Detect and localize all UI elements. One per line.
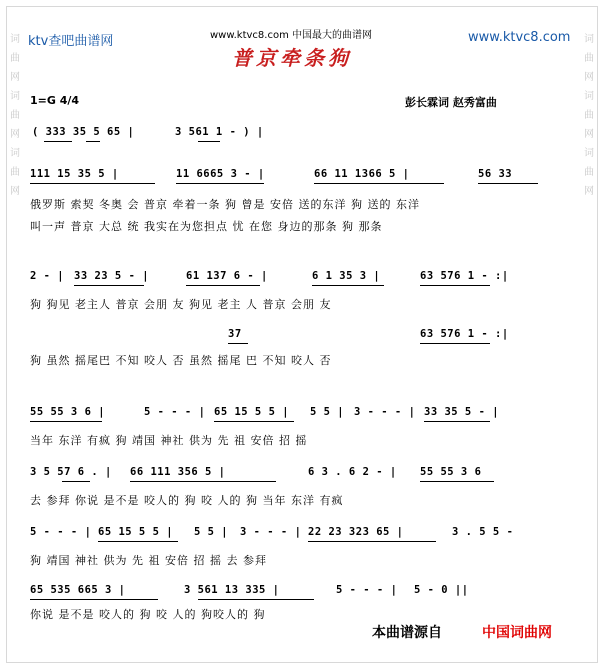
site-label-right[interactable]: www.ktvc8.com	[468, 30, 571, 45]
row6-notes-c: 5 5 |	[194, 526, 229, 538]
row3-notes-b: 63 576 1 - :|	[420, 328, 509, 340]
underline-mark	[314, 183, 444, 184]
row1-lyric-1: 俄罗斯 索契 冬奥 会 普京 牵着一条 狗 曾是 安倍 送的东洋 狗 送的 东洋	[30, 198, 420, 211]
row5-notes-d: 55 55 3 6	[420, 466, 482, 478]
site-label-left[interactable]: ktv查吧曲谱网	[28, 34, 114, 49]
row2-notes-a: 2 - |	[30, 270, 65, 282]
row6-notes-f: 3 . 5 5 -	[452, 526, 514, 538]
row3-lyric: 狗 虽然 摇尾巴 不知 咬人 否 虽然 摇尾 巴 不知 咬人 否	[30, 354, 332, 367]
row6-notes-a: 5 - - - |	[30, 526, 92, 538]
key-signature: 1=G 4/4	[30, 94, 80, 107]
row1-lyric-2: 叫一声 普京 大总 统 我实在为您担点 忧 在您 身边的那条 狗 那条	[30, 220, 383, 233]
center-url[interactable]: www.ktvc8.com 中国最大的曲谱网	[210, 30, 373, 41]
row1-notes-a: 111 15 35 5 |	[30, 168, 119, 180]
source-label: 本曲谱源自	[372, 625, 442, 641]
row4-notes-a: 55 55 3 6 |	[30, 406, 106, 418]
row5-lyric: 去 参拜 你说 是不是 咬人的 狗 咬 人的 狗 当年 东洋 有疯	[30, 494, 344, 507]
row7-notes-a: 65 535 665 3 |	[30, 584, 126, 596]
underline-mark	[420, 285, 490, 286]
row6-notes-e: 22 23 323 65 |	[308, 526, 404, 538]
row0-notes-a: ( 333 35 5 65 |	[32, 126, 135, 138]
underline-mark	[228, 343, 248, 344]
row2-notes-c: 61 137 6 - |	[186, 270, 268, 282]
row4-notes-e: 3 - - - |	[354, 406, 416, 418]
underline-mark	[62, 481, 90, 482]
underline-mark	[214, 421, 294, 422]
row5-notes-c: 6 3 . 6 2 - |	[308, 466, 397, 478]
underline-mark	[30, 421, 102, 422]
row2-notes-e: 63 576 1 - :|	[420, 270, 509, 282]
source-site-link[interactable]: 中国词曲网	[482, 625, 552, 641]
underline-mark	[130, 481, 276, 482]
row7-lyric: 你说 是不是 咬人的 狗 咬 人的 狗咬人的 狗	[30, 608, 266, 621]
row7-notes-b: 3 561 13 335 |	[184, 584, 280, 596]
right-side-watermark: 词曲网词曲网词曲网	[584, 34, 594, 197]
underline-mark	[74, 285, 144, 286]
underline-mark	[420, 343, 490, 344]
row6-notes-d: 3 - - - |	[240, 526, 302, 538]
underline-mark	[98, 541, 178, 542]
row2-notes-d: 6 1 35 3 |	[312, 270, 381, 282]
row5-notes-b: 66 111 356 5 |	[130, 466, 226, 478]
row4-notes-c: 65 15 5 5 |	[214, 406, 290, 418]
underline-mark	[478, 183, 538, 184]
row6-lyric: 狗 靖国 神社 供为 先 祖 安倍 招 摇 去 参拜	[30, 554, 267, 567]
underline-mark	[198, 599, 314, 600]
left-side-watermark: 词曲网词曲网词曲网	[10, 34, 20, 197]
underline-mark	[176, 183, 264, 184]
row1-notes-b: 11 6665 3 - |	[176, 168, 265, 180]
credits: 彭长霖词 赵秀富曲	[405, 96, 497, 109]
underline-mark	[424, 421, 490, 422]
row3-notes-a: 37	[228, 328, 242, 340]
row2-lyric: 狗 狗见 老主人 普京 会朋 友 狗见 老主 人 普京 会朋 友	[30, 298, 332, 311]
underline-mark	[30, 599, 158, 600]
row6-notes-b: 65 15 5 5 |	[98, 526, 174, 538]
row1-notes-c: 66 11 1366 5 |	[314, 168, 410, 180]
underline-mark	[308, 541, 436, 542]
row4-lyric: 当年 东洋 有疯 狗 靖国 神社 供为 先 祖 安倍 招 摇	[30, 434, 308, 447]
underline-mark	[86, 141, 100, 142]
underline-mark	[420, 481, 494, 482]
row1-notes-d: 56 33	[478, 168, 513, 180]
row4-notes-d: 5 5 |	[310, 406, 345, 418]
underline-mark	[312, 285, 384, 286]
row7-notes-c: 5 - - - |	[336, 584, 398, 596]
underline-mark	[44, 141, 72, 142]
underline-mark	[198, 141, 220, 142]
row4-notes-b: 5 - - - |	[144, 406, 206, 418]
row5-notes-a: 3 5 57 6 . |	[30, 466, 112, 478]
underline-mark	[30, 183, 155, 184]
song-title: 普京牵条狗	[232, 46, 352, 70]
underline-mark	[186, 285, 260, 286]
row7-notes-d: 5 - 0 ||	[414, 584, 469, 596]
row2-notes-b: 33 23 5 - |	[74, 270, 150, 282]
row4-notes-f: 33 35 5 - |	[424, 406, 500, 418]
row0-notes-b: 3 561 1 - ) |	[175, 126, 264, 138]
